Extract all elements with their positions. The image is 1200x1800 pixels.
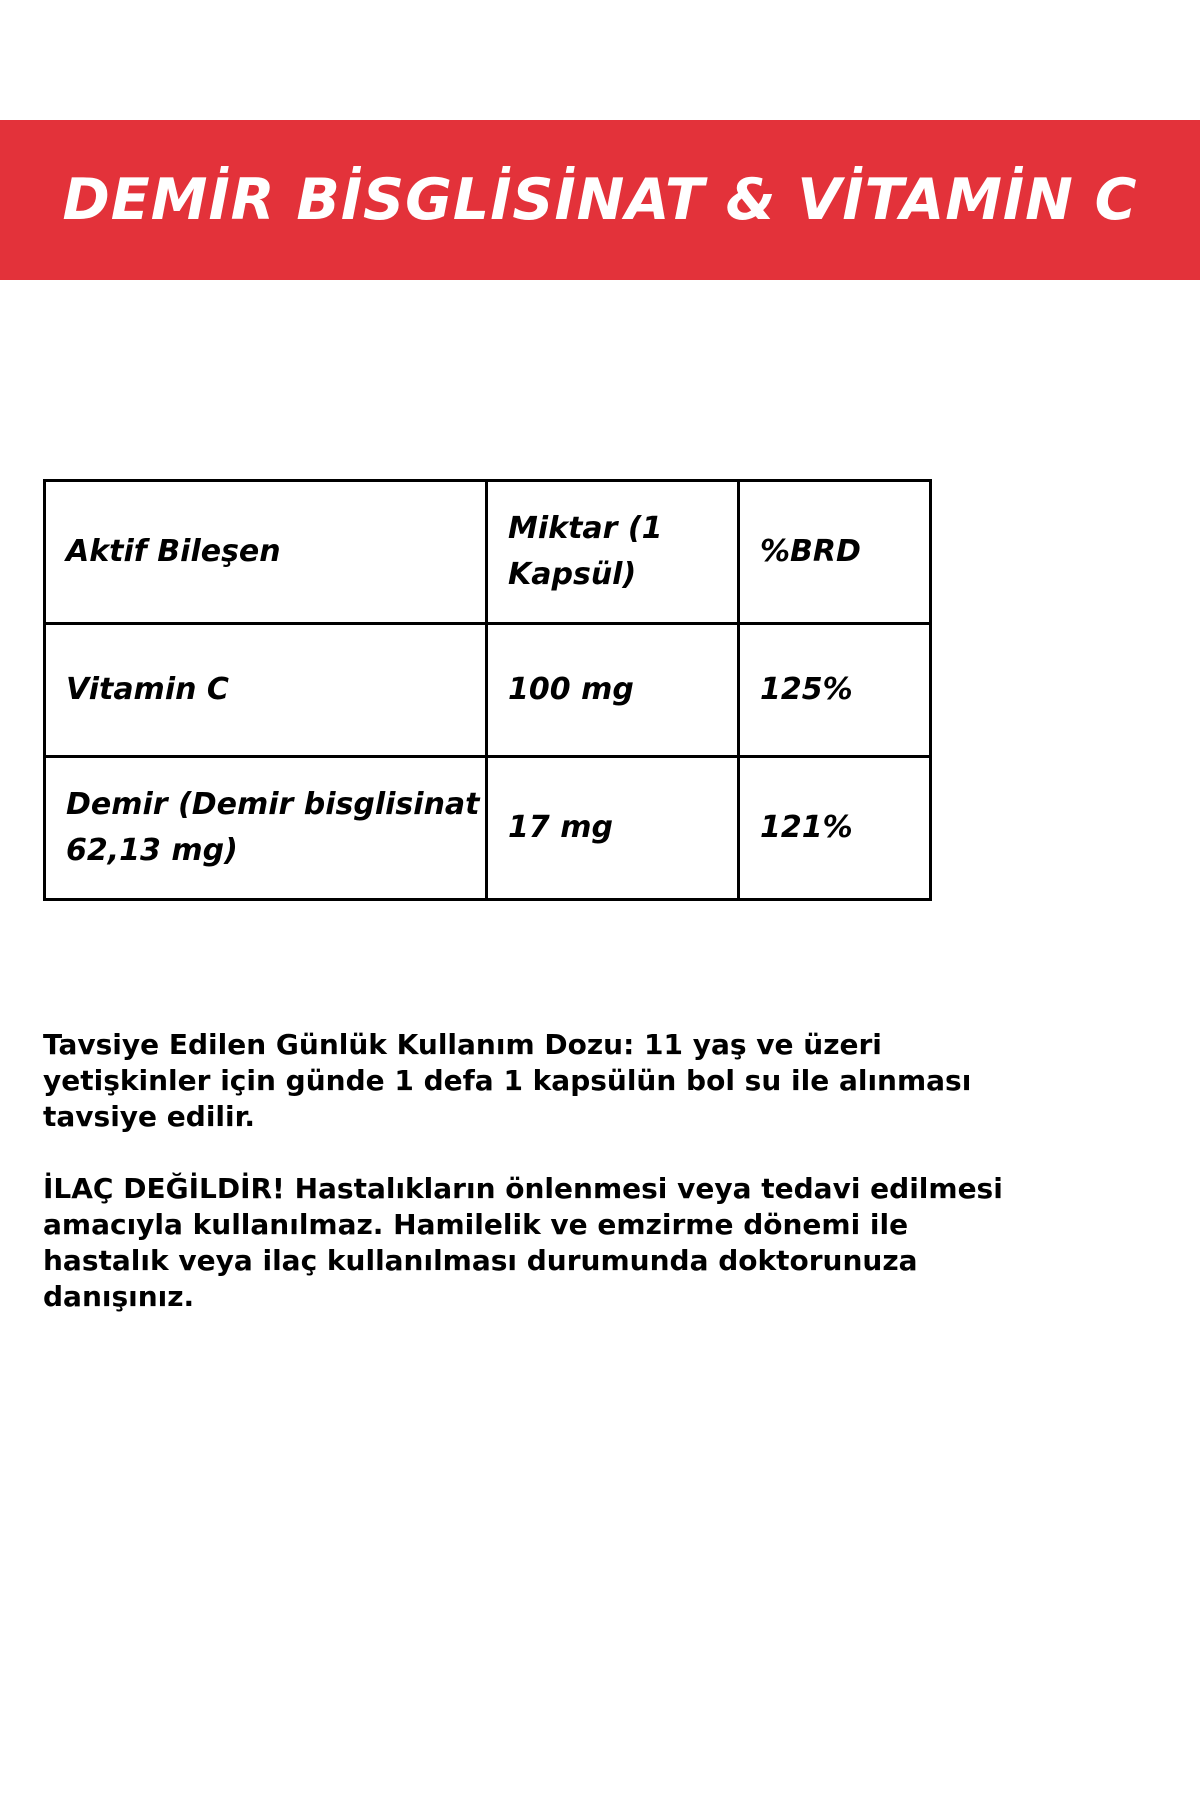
- cell-ingredient: Vitamin C: [45, 624, 487, 757]
- table-row: [45, 624, 931, 757]
- cell-ingredient: Demir (Demir bisglisinat 62,13 mg): [45, 757, 487, 900]
- cell-amount: 100 mg: [487, 624, 739, 757]
- cell-rda: 125%: [739, 624, 931, 757]
- nutrition-table: [43, 479, 932, 901]
- table-row: [45, 757, 931, 900]
- title-banner: [0, 120, 1200, 280]
- warning-text: İLAÇ DEĞİLDİR! Hastalıkların önlenmesi veya tedavi edilmesi amacıyla kullanılmaz. Hamilelik ve emzirme dönemi ile hastalık veya ilaç kullanılması durumunda doktorunuza danışınız.: [43, 1172, 1003, 1313]
- cell-rda: 121%: [739, 757, 931, 900]
- usage-instructions: Tavsiye Edilen Günlük Kullanım Dozu: 11 yaş ve üzeri yetişkinler için günde 1 defa 1 kapsülün bol su ile alınması tavsiye edilir.: [43, 1028, 972, 1133]
- header-cell-ingredient: Aktif Bileşen: [45, 481, 487, 624]
- header-cell-amount: Miktar (1 Kapsül): [487, 481, 739, 624]
- cell-amount: 17 mg: [487, 757, 739, 900]
- banner-title: DEMİR BİSGLİSİNAT & VİTAMİN C: [62, 167, 1138, 233]
- table-header-row: [45, 481, 931, 624]
- header-cell-rda: %BRD: [739, 481, 931, 624]
